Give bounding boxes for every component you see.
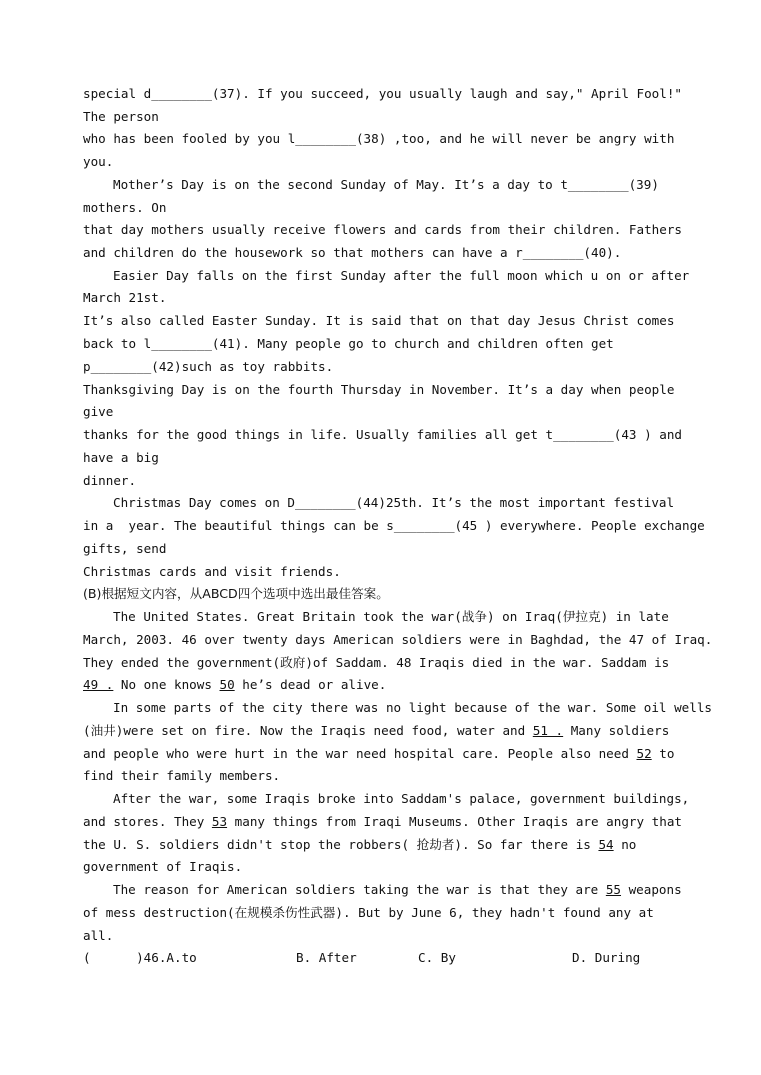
text-line: The person xyxy=(83,109,159,124)
option-c: C. By xyxy=(418,950,456,965)
text-span: weapons xyxy=(621,882,682,897)
text-line: March, 2003. 46 over twenty days American soldiers were in Baghdad, the 47 of Iraq. xyxy=(83,632,713,647)
blank-52: 52 xyxy=(636,746,652,761)
text-line: mothers. On xyxy=(83,200,167,215)
option-d: D. During xyxy=(572,950,641,965)
text-line xyxy=(83,814,683,830)
text-span: Many soldiers xyxy=(563,723,670,738)
text-line: who has been fooled by you l________(38) ,too, and he will never be angry with xyxy=(83,131,675,146)
text-line: give xyxy=(83,404,114,419)
text-line xyxy=(83,677,683,693)
text-line xyxy=(83,746,683,762)
text-line: thanks for the good things in life. Usually families all get t________(43 ) and xyxy=(83,427,682,442)
text-line: The United States. Great Britain took the war(战争) on Iraq(伊拉克) in late xyxy=(113,609,669,624)
text-span: (油井)were set on fire. Now the Iraqis need food, water and xyxy=(83,723,533,738)
text-span: and stores. They xyxy=(83,814,212,829)
text-line: government of Iraqis. xyxy=(83,859,243,874)
text-line xyxy=(83,837,683,853)
text-line: dinner. xyxy=(83,473,137,488)
text-line: After the war, some Iraqis broke into Saddam's palace, government buildings, xyxy=(113,791,690,806)
text-span: he’s dead or alive. xyxy=(234,677,387,692)
text-line: find their family members. xyxy=(83,768,281,783)
text-line: and children do the housework so that mothers can have a r________(40). xyxy=(83,245,622,260)
text-line xyxy=(113,882,683,898)
question-46-prefix: ( )46.A.to xyxy=(83,950,197,965)
text-line: that day mothers usually receive flowers and cards from their children. Fathers xyxy=(83,222,682,237)
text-span: no xyxy=(613,837,637,852)
text-line: Mother’s Day is on the second Sunday of May. It’s a day to t________(39) xyxy=(113,177,659,192)
blank-53: 53 xyxy=(211,814,228,829)
blank-49: 49 . xyxy=(83,677,114,692)
blank-55: 55 xyxy=(605,882,622,897)
text-line: March 21st. xyxy=(83,290,167,305)
text-line: have a big xyxy=(83,450,159,465)
question-46 xyxy=(83,950,683,966)
text-span: No one knows xyxy=(113,677,220,692)
text-line: In some parts of the city there was no light because of the war. Some oil wells xyxy=(113,700,712,715)
text-line: Christmas cards and visit friends. xyxy=(83,564,341,579)
text-line: you. xyxy=(83,154,114,169)
blank-51: 51 . xyxy=(532,723,564,738)
text-line: back to l________(41). Many people go to church and children often get xyxy=(83,336,614,351)
text-line: p________(42)such as toy rabbits. xyxy=(83,359,334,374)
text-line: of mess destruction(在规模杀伤性武器). But by June 6, they hadn't found any at xyxy=(83,905,654,920)
text-line: It’s also called Easter Sunday. It is said that on that day Jesus Christ comes xyxy=(83,313,675,328)
text-span: the U. S. soldiers didn't stop the robbers( 抢劫者). So far there is xyxy=(83,837,599,852)
text-line: special d________(37). If you succeed, you usually laugh and say," April Fool!" xyxy=(83,86,682,101)
text-line xyxy=(83,723,683,739)
text-line: They ended the government(政府)of Saddam. 48 Iraqis died in the war. Saddam is xyxy=(83,655,670,670)
text-span: to xyxy=(651,746,675,761)
text-line: Christmas Day comes on D________(44)25th. It’s the most important festival xyxy=(113,495,675,510)
section-heading: (B)根据短文内容，从ABCD四个选项中选出最佳答案。 xyxy=(83,586,389,601)
text-span: The reason for American soldiers taking the war is that they are xyxy=(113,882,606,897)
text-span: many things from Iraqi Museums. Other Iraqis are angry that xyxy=(227,814,683,829)
text-line: in a year. The beautiful things can be s________(45 ) everywhere. People exchange xyxy=(83,518,705,533)
option-b: B. After xyxy=(296,950,357,965)
text-span: and people who were hurt in the war need hospital care. People also need xyxy=(83,746,637,761)
text-line: gifts, send xyxy=(83,541,167,556)
text-line: all. xyxy=(83,928,114,943)
text-line: Easier Day falls on the first Sunday after the full moon which u on or after xyxy=(113,268,690,283)
blank-50: 50 xyxy=(219,677,235,692)
text-line: Thanksgiving Day is on the fourth Thursday in November. It’s a day when people xyxy=(83,382,675,397)
blank-54: 54 xyxy=(598,837,614,852)
